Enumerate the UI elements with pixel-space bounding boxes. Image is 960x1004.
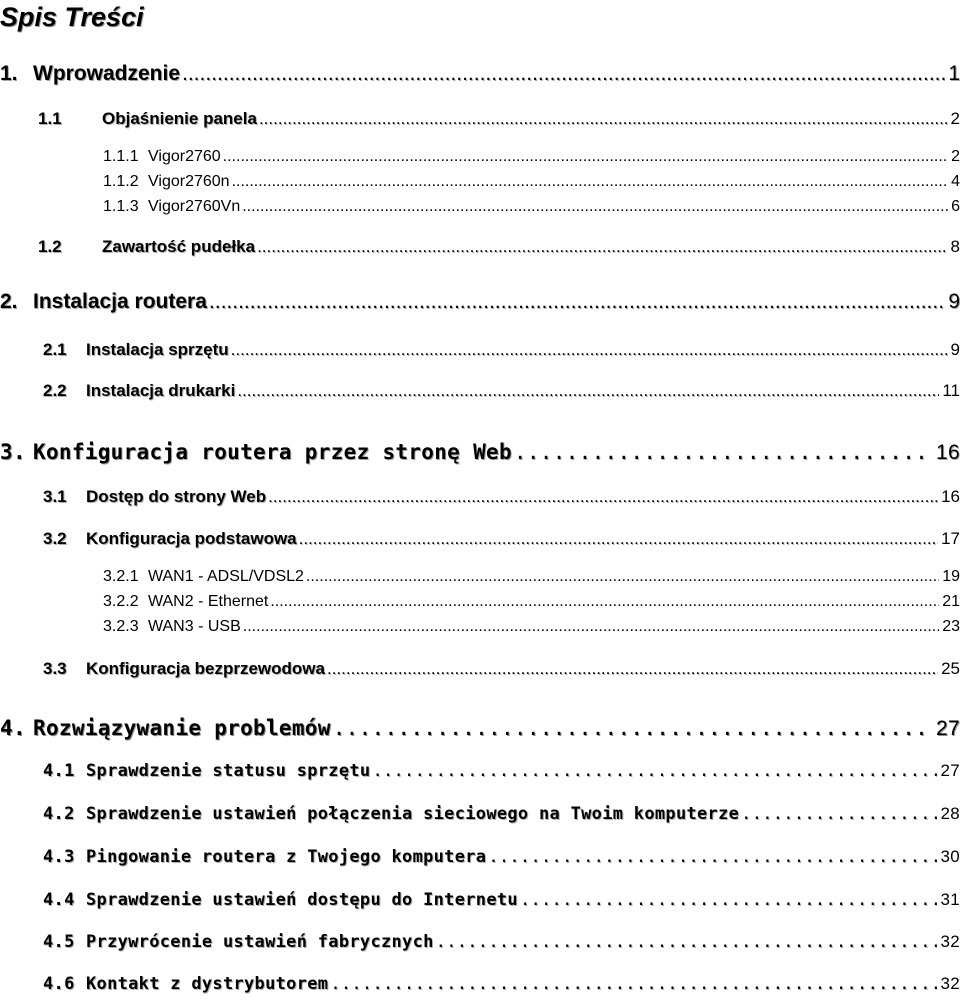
toc-entry-page: 4	[951, 173, 960, 190]
toc-leader-dots	[231, 340, 948, 360]
toc-entry-label: Pingowanie routera z Twojego komputera	[86, 847, 487, 867]
toc-leader-dots	[514, 440, 933, 464]
toc-entry-number: 4.2	[43, 804, 75, 824]
toc-entry[interactable]	[0, 62, 960, 92]
toc-leader-dots	[259, 109, 948, 129]
toc-entry-page: 23	[942, 618, 960, 635]
toc-leader-dots	[223, 148, 948, 166]
toc-entry-page: 31	[940, 890, 960, 909]
toc-entry[interactable]	[43, 932, 960, 962]
toc-entry-number: 2.1	[43, 340, 67, 359]
toc-entry[interactable]	[103, 618, 960, 648]
toc-entry-page: 17	[941, 529, 960, 548]
toc-entry-label: Instalacja drukarki	[86, 381, 236, 400]
toc-entry-number: 4.4	[43, 890, 75, 910]
toc-entry-page: 9	[948, 290, 960, 313]
toc-entry-number: 3.	[0, 440, 26, 464]
toc-entry-number: 3.1	[43, 487, 67, 506]
page-title: Spis Treści	[0, 2, 144, 32]
toc-leader-dots	[243, 618, 939, 636]
toc-entry-page: 2	[950, 109, 960, 128]
toc-entry-label: Kontakt z dystrybutorem	[86, 974, 329, 994]
toc-entry[interactable]	[0, 440, 960, 470]
toc-leader-dots	[257, 237, 947, 257]
toc-entry-label: Dostęp do strony Web	[86, 487, 267, 506]
toc-entry-page: 16	[941, 487, 960, 506]
toc-entry[interactable]	[43, 529, 960, 559]
toc-entry-page: 27	[940, 761, 960, 780]
toc-leader-dots	[741, 804, 937, 824]
toc-entry-page: 19	[942, 568, 960, 585]
toc-entry[interactable]	[43, 340, 960, 370]
toc-entry-label: WAN3 - USB	[148, 618, 241, 635]
toc-entry-number: 4.6	[43, 974, 75, 994]
toc-entry-number: 2.2	[43, 381, 67, 400]
toc-entry-label: Vigor2760n	[148, 173, 230, 190]
toc-entry-label: Sprawdzenie statusu sprzętu	[86, 761, 371, 781]
toc-entry[interactable]	[43, 974, 960, 1004]
toc-leader-dots	[270, 593, 939, 611]
toc-leader-dots	[242, 198, 948, 216]
toc-entry-label: Vigor2760	[148, 148, 221, 165]
toc-entry-label: WAN1 - ADSL/VDSL2	[148, 568, 304, 585]
toc-leader-dots	[372, 761, 937, 781]
toc-entry-page: 11	[942, 381, 960, 400]
toc-entry-number: 4.1	[43, 761, 75, 781]
toc-entry[interactable]	[43, 659, 960, 689]
toc-entry-number: 3.2.2	[103, 593, 139, 610]
toc-entry[interactable]	[43, 847, 960, 877]
toc-entry-label: Instalacja sprzętu	[86, 340, 229, 359]
toc-leader-dots	[299, 529, 938, 549]
toc-leader-dots	[330, 974, 937, 994]
toc-leader-dots	[520, 890, 938, 910]
toc-entry[interactable]	[38, 237, 960, 267]
toc-entry-number: 3.2	[43, 529, 67, 548]
toc-entry-number: 3.2.1	[103, 568, 139, 585]
toc-leader-dots	[333, 716, 933, 740]
toc-entry-label: Zawartość pudełka	[102, 237, 256, 256]
toc-entry-number: 1.	[0, 62, 18, 85]
toc-entry-number: 1.1	[38, 109, 62, 128]
toc-entry-page: 25	[941, 659, 960, 678]
toc-entry-page: 30	[940, 847, 960, 866]
toc-entry-label: Konfiguracja podstawowa	[86, 529, 297, 548]
toc-entry-label: Vigor2760Vn	[148, 198, 241, 215]
toc-entry-label: WAN2 - Ethernet	[148, 593, 269, 610]
toc-entry-number: 1.1.3	[103, 198, 139, 215]
toc-leader-dots	[182, 62, 945, 86]
toc-entry[interactable]	[38, 109, 960, 139]
toc-entry[interactable]	[0, 290, 960, 320]
toc-entry-label: Przywrócenie ustawień fabrycznych	[86, 932, 434, 952]
toc-leader-dots	[488, 847, 937, 867]
toc-entry-number: 4.5	[43, 932, 75, 952]
toc-leader-dots	[209, 290, 945, 314]
toc-entry-number: 4.3	[43, 847, 75, 867]
toc-entry-number: 1.1.2	[103, 173, 139, 190]
toc-entry-label: Konfiguracja bezprzewodowa	[86, 659, 325, 678]
toc-entry-number: 1.2	[38, 237, 62, 256]
toc-entry[interactable]	[43, 890, 960, 920]
toc-entry[interactable]	[43, 381, 960, 411]
toc-entry-label: Instalacja routera	[33, 290, 207, 313]
toc-leader-dots	[306, 568, 939, 586]
toc-entry-page: 1	[948, 62, 960, 85]
toc-entry-page: 8	[950, 237, 960, 256]
toc-entry-number: 3.3	[43, 659, 67, 678]
toc-entry[interactable]	[43, 761, 960, 791]
toc-entry-page: 2	[951, 148, 960, 165]
toc-entry-label: Sprawdzenie ustawień dostępu do Internetu	[86, 890, 518, 910]
toc-leader-dots	[327, 659, 938, 679]
toc-entry-number: 1.1.1	[103, 148, 139, 165]
toc-entry[interactable]	[43, 804, 960, 834]
toc-entry-number: 4.	[0, 716, 26, 740]
toc-entry-number: 2.	[0, 290, 18, 313]
toc-entry-page: 16	[936, 441, 960, 464]
toc-entry-page: 21	[942, 593, 960, 610]
toc-entry-number: 3.2.3	[103, 618, 139, 635]
toc-entry-label: Sprawdzenie ustawień połączenia sieciowego na Twoim komputerze	[86, 804, 740, 824]
toc-entry[interactable]	[103, 198, 960, 228]
toc-entry-label: Wprowadzenie	[33, 62, 181, 85]
toc-leader-dots	[436, 932, 938, 952]
toc-entry[interactable]	[43, 487, 960, 517]
toc-leader-dots	[237, 381, 939, 401]
toc-entry-page: 9	[950, 340, 960, 359]
toc-leader-dots	[268, 487, 938, 507]
toc-entry-label: Konfiguracja routera przez stronę Web	[33, 440, 512, 464]
toc-entry-page: 32	[940, 932, 960, 951]
toc-entry-label: Objaśnienie panela	[102, 109, 257, 128]
toc-entry[interactable]	[0, 716, 960, 746]
toc-entry-page: 28	[940, 804, 960, 823]
toc-entry-page: 32	[940, 974, 960, 993]
toc-leader-dots	[232, 173, 949, 191]
toc-entry-page: 27	[936, 717, 960, 740]
toc-entry-page: 6	[951, 198, 960, 215]
toc-entry-label: Rozwiązywanie problemów	[33, 716, 331, 740]
